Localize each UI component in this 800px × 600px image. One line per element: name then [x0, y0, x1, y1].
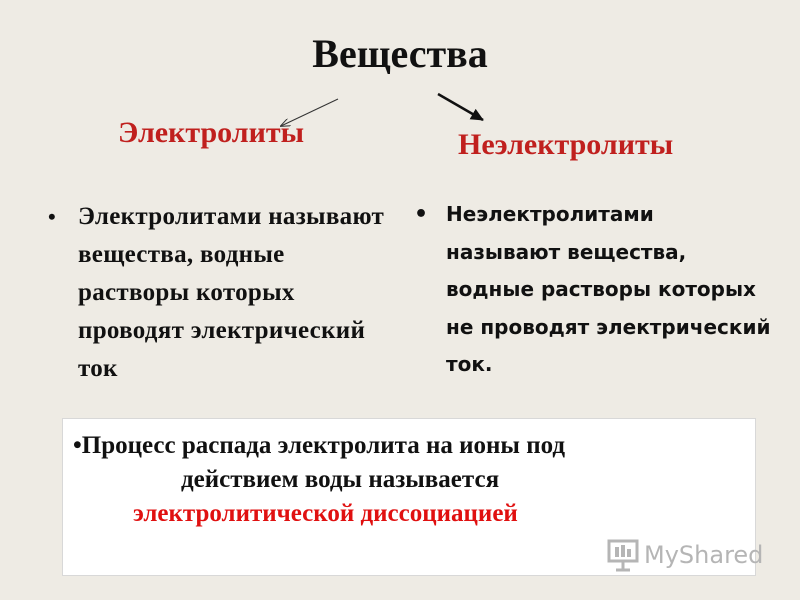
definition-electrolytes-text: Электролитами называют вещества, водные растворы которых проводят электрический ток [78, 203, 385, 382]
dissociation-text [73, 429, 733, 531]
watermark-logo [606, 538, 763, 572]
dissociation-line-2: действием воды называется [181, 466, 500, 493]
dissociation-line-1: •Процесс распада электролита на ионы под [73, 432, 566, 459]
arrow-to-nonelectrolytes [438, 94, 483, 120]
presentation-board-icon [606, 538, 640, 572]
bullet-icon: • [48, 204, 57, 229]
definition-electrolytes [48, 198, 388, 388]
definition-nonelectrolytes [414, 196, 774, 384]
watermark-text: MyShared [644, 541, 764, 569]
definition-nonelectrolytes-text: Неэлектролитами называют вещества, водные растворы которых не проводят электрический ток. [446, 202, 771, 376]
bullet-icon: • [414, 202, 429, 227]
arrows-diagram [0, 0, 800, 200]
category-nonelectrolytes: Неэлектролиты [458, 128, 674, 161]
dissociation-term: электролитической диссоциацией [133, 500, 518, 527]
slide-title: Вещества [312, 31, 488, 76]
category-electrolytes: Электролиты [118, 116, 305, 149]
